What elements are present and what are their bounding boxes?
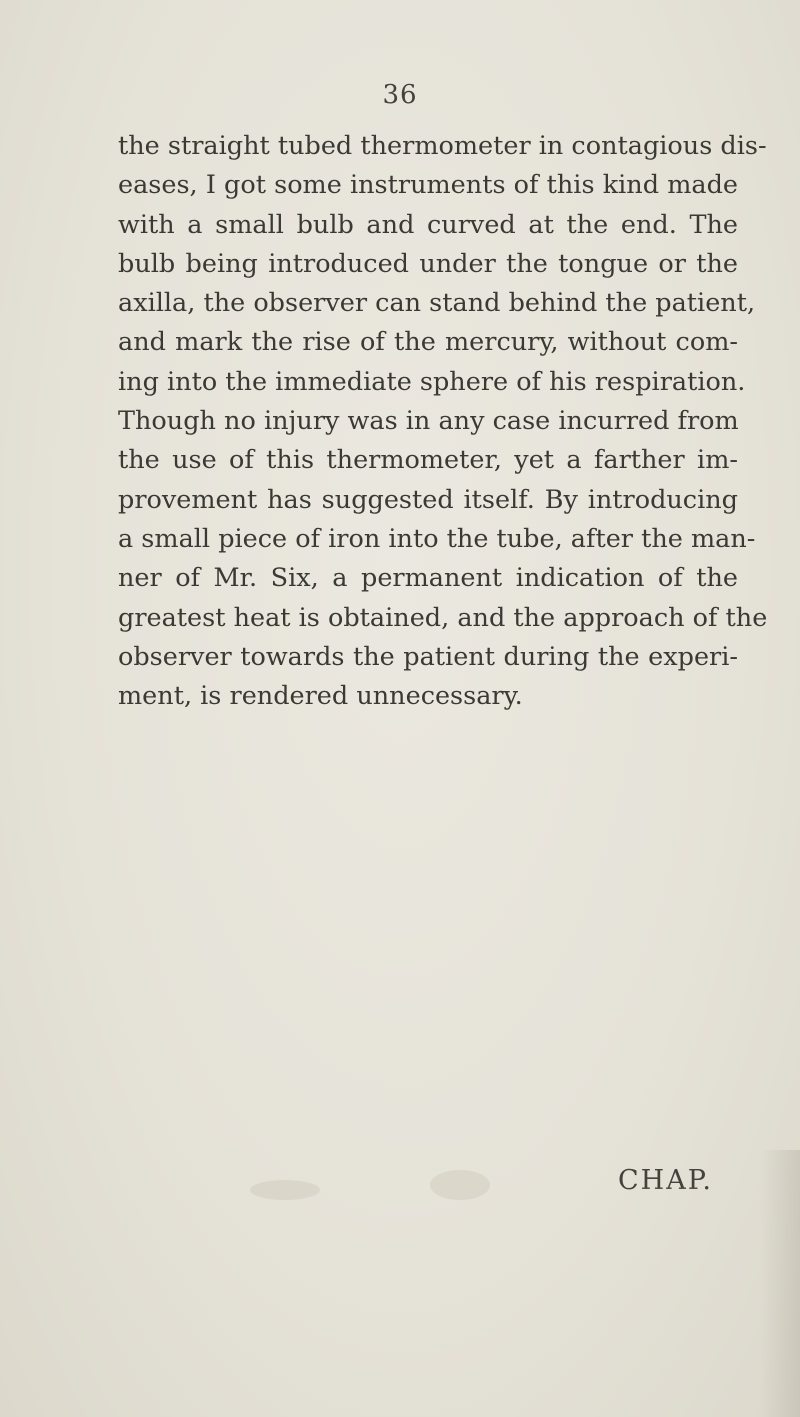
text-line: eases, I got some instruments of this kind made — [118, 170, 738, 201]
text-line: and mark the rise of the mercury, without com- — [118, 327, 738, 358]
text-line: ing into the immediate sphere of his respiration. — [118, 366, 746, 397]
text-line: with a small bulb and curved at the end. The — [118, 209, 738, 240]
text-line: Though no injury was in any case incurred from — [118, 406, 739, 437]
body-paragraph — [118, 127, 768, 716]
paper-stain — [250, 1180, 320, 1200]
text-line: a small piece of iron into the tube, after the man- — [118, 523, 756, 554]
text-line: bulb being introduced under the tongue or the — [118, 248, 738, 279]
text-line: the straight tubed thermometer in contagious dis- — [118, 131, 767, 161]
paper-stain — [430, 1170, 490, 1200]
text-line: ner of Mr. Six, a permanent indication of the — [118, 563, 738, 594]
text-line: ment, is rendered unnecessary. — [118, 681, 523, 712]
page-edge-shadow — [760, 1150, 800, 1417]
catchword: CHAP. — [618, 1165, 713, 1196]
text-line: axilla, the observer can stand behind the patient, — [118, 288, 756, 319]
text-line: provement has suggested itself. By introducing — [118, 484, 738, 515]
page-number: 36 — [382, 80, 418, 110]
text-line: the use of this thermometer, yet a farther im- — [118, 445, 738, 476]
text-line: greatest heat is obtained, and the approach of the — [118, 602, 768, 633]
text-line: observer towards the patient during the experi- — [118, 641, 738, 672]
